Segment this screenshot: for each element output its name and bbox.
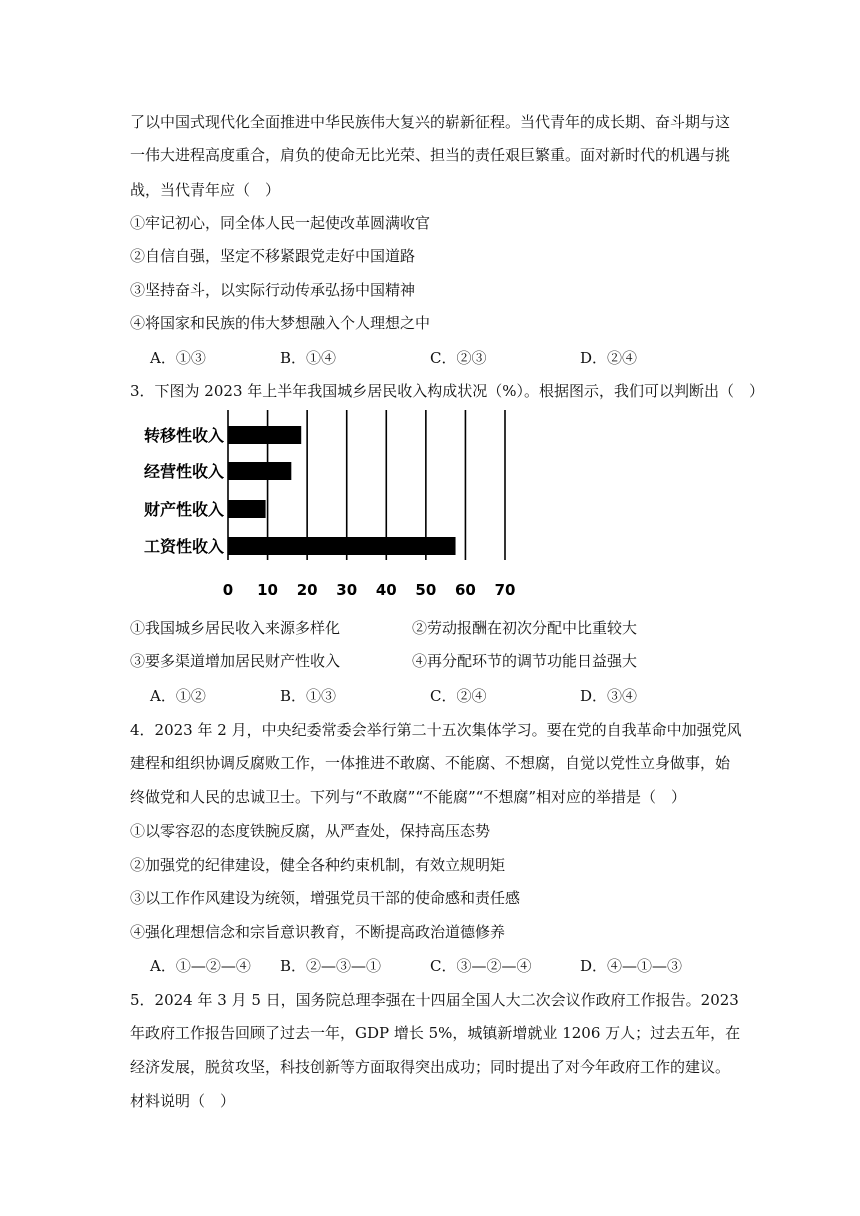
q5-stem-line-3: 经济发展，脱贫攻坚，科技创新等方面取得突出成功；同时提出了对今年政府工作的建议。: [130, 1058, 731, 1076]
q3-statements-row-1: [130, 618, 750, 638]
q4-statement-1: ①以零容忍的态度铁腕反腐，从严查处，保持高压态势: [130, 822, 491, 840]
tick-label-20: 20: [296, 581, 318, 599]
bar-1: [228, 462, 291, 480]
q5-stem-line-4: 材料说明（ ）: [130, 1092, 236, 1110]
q4-statement-4: ④强化理想信念和宗旨意识教育，不断提高政治道德修养: [130, 923, 506, 941]
q4-statement-2: ②加强党的纪律建设，健全各种约束机制，有效立规明矩: [130, 856, 506, 874]
q2-options: [150, 348, 750, 368]
chart-bars: [228, 426, 456, 555]
chart-tick-labels: [223, 581, 516, 599]
income-bar-chart: [130, 405, 530, 605]
q2-option-a[interactable]: A．①③: [150, 349, 206, 367]
q2-stem-line-1: 了以中国式现代化全面推进中华民族伟大复兴的崭新征程。当代青年的成长期、奋斗期与这: [130, 113, 731, 131]
q3-option-b[interactable]: B．①③: [280, 687, 337, 705]
q2-statement-4: ④将国家和民族的伟大梦想融入个人理想之中: [130, 314, 431, 332]
bar-3: [228, 537, 456, 555]
category-label-1: 经营性收入: [143, 462, 224, 481]
q4-option-c[interactable]: C．③—②—④: [430, 957, 532, 975]
q3-stem: 3．下图为 2023 年上半年我国城乡居民收入构成状况（%）。根据图示，我们可以判断出（ ）: [130, 382, 765, 400]
q4-option-d[interactable]: D．④—①—③: [580, 957, 683, 975]
bar-0: [228, 426, 301, 444]
chart-category-labels: [144, 426, 224, 556]
q2-option-d[interactable]: D．②④: [580, 349, 638, 367]
q3-statement-2: ②劳动报酬在初次分配中比重较大: [412, 619, 638, 637]
q2-option-c[interactable]: C．②③: [430, 349, 487, 367]
q4-option-a[interactable]: A．①—②—④: [150, 957, 251, 975]
q4-option-b[interactable]: B．②—③—①: [280, 957, 382, 975]
tick-label-70: 70: [494, 581, 516, 599]
q2-statement-3: ③坚持奋斗，以实际行动传承弘扬中国精神: [130, 281, 416, 299]
q4-statement-3: ③以工作作风建设为统领，增强党员干部的使命感和责任感: [130, 889, 521, 907]
q3-statement-4: ④再分配环节的调节功能日益强大: [412, 652, 638, 670]
q3-option-d[interactable]: D．③④: [580, 687, 638, 705]
q5-stem-line-2: 年政府工作报告回顾了过去一年，GDP 增长 5%，城镇新增就业 1206 万人；过去五年，在: [130, 1024, 741, 1042]
q3-statement-1: ①我国城乡居民收入来源多样化: [130, 619, 341, 637]
q2-stem-line-2: 一伟大进程高度重合，肩负的使命无比光荣、担当的责任艰巨繁重。面对新时代的机遇与挑: [130, 146, 731, 164]
q2-statement-1: ①牢记初心，同全体人民一起使改革圆满收官: [130, 214, 431, 232]
q4-options: [150, 956, 750, 976]
q2-stem-line-3: 战，当代青年应（ ）: [130, 181, 281, 199]
q4-stem-line-3: 终做党和人民的忠诚卫士。下列与“不敢腐”“不能腐”“不想腐”相对应的举措是（ ）: [130, 788, 687, 806]
category-label-3: 工资性收入: [143, 537, 224, 556]
bar-2: [228, 500, 266, 518]
tick-label-0: 0: [222, 581, 234, 599]
q4-stem-line-2: 建程和组织协调反腐败工作，一体推进不敢腐、不能腐、不想腐，自觉以党性立身做事，始: [130, 754, 731, 772]
category-label-2: 财产性收入: [143, 500, 224, 519]
q2-option-b[interactable]: B．①④: [280, 349, 337, 367]
q3-option-c[interactable]: C．②④: [430, 687, 487, 705]
q5-stem-line-1: 5．2024 年 3 月 5 日，国务院总理李强在十四届全国人大二次会议作政府工作报告。2023: [130, 991, 739, 1009]
q3-option-a[interactable]: A．①②: [150, 687, 206, 705]
tick-label-50: 50: [415, 581, 437, 599]
q3-statement-3: ③要多渠道增加居民财产性收入: [130, 652, 341, 670]
category-label-0: 转移性收入: [143, 426, 224, 445]
tick-label-40: 40: [375, 581, 397, 599]
q4-stem-line-1: 4．2023 年 2 月，中央纪委常委会举行第二十五次集体学习。要在党的自我革命中加强党风: [130, 721, 742, 739]
tick-label-30: 30: [336, 581, 358, 599]
q3-statements-row-2: [130, 651, 750, 671]
tick-label-10: 10: [257, 581, 279, 599]
q3-options: [150, 686, 750, 706]
q2-statement-2: ②自信自强，坚定不移紧跟党走好中国道路: [130, 247, 416, 265]
tick-label-60: 60: [454, 581, 476, 599]
